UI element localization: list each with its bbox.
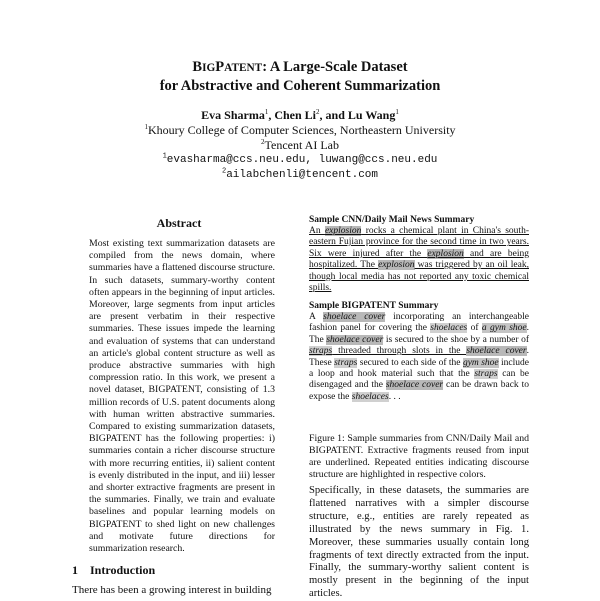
title-line-1: BIGPATENT: A Large-Scale Dataset bbox=[192, 59, 408, 75]
email-2[interactable]: $^2$ailabchenli@tencent.com bbox=[221, 167, 379, 181]
bigpatent-summary-heading: Sample BIGPATENT Summary bbox=[309, 301, 439, 311]
introduction-text: There has been a growing interest in building bbox=[72, 584, 272, 596]
entity-shoelace-cover: shoelace cover bbox=[326, 334, 384, 345]
cnn-summary-text: An explosion rocks a chemical plant in China's south-eastern Fujian province for the second time in two years. Six were injured after the explosion and are being hospitalized. The explosion was triggered by an oil leak, though local media has not reported any toxic chemical spills. bbox=[309, 226, 530, 294]
entity-shoelaces: shoelaces bbox=[351, 391, 389, 402]
entity-gym-shoe: gym shoe bbox=[462, 357, 499, 368]
entity-shoelace-cover: shoelace cover bbox=[323, 312, 386, 322]
cnn-summary bbox=[309, 214, 529, 294]
entity-shoelace-cover: shoelace cover bbox=[466, 346, 527, 357]
body-paragraph: Specifically, in these datasets, the summaries are flattened narratives with a simpler discourse structure, e.g., entities are rarely repeated as illustrated by the news summary in Fig. 1. Moreover, these summaries usually contain long fragments of text directly extracted from the input. Finally, the summary-worthy salient content is mostly present in the beginning of the input articles. bbox=[309, 485, 529, 600]
figure-caption: Figure 1: Sample summaries from CNN/Daily Mail and BIGPATENT. Extractive fragments reused from input are underlined. Repeated entities indicating discourse structure are highlighted in respective colors. bbox=[309, 433, 529, 480]
author-block bbox=[0, 108, 600, 183]
bigpatent-summary bbox=[309, 300, 529, 403]
entity-explosion: explosion bbox=[378, 260, 415, 271]
entity-explosion: explosion bbox=[427, 248, 464, 259]
author-names: Eva Sharma$^1$, Chen Li$^2$, and Lu Wang$^1$ bbox=[201, 108, 399, 122]
email-1[interactable]: $^1$evasharma@ccs.neu.edu, luwang@ccs.neu.edu bbox=[162, 152, 438, 166]
entity-straps: straps bbox=[334, 357, 358, 368]
entity-shoelace-cover: shoelace cover bbox=[385, 380, 444, 391]
abstract-text: Most existing text summarization datasets are compiled from the news domain, where summaries have a flattened discourse structure. In such datasets, summary-worthy content often appears in the beginning of input articles. Moreover, large segments from input articles are present verbatim in their respective summaries. These issues impede the learning and evaluation of systems that can understand an article's global content structure as well as produce abstractive summaries with high compression ratio. In this work, we present a novel dataset, BIGPATENT, consisting of 1.3 million records of U.S. patent documents along with human written abstractive summaries. Compared to existing summarization datasets, BIGPATENT has the following properties: i) summaries contain a richer discourse structure with more recurring entities, ii) salient content is evenly distributed in the input, and iii) lesser and shorter extractive fragments are present in the summaries. Finally, we train and evaluate baselines and popular learning models on BIGPATENT to shed light on new challenges and motivate future directions for summarization research. bbox=[89, 238, 275, 555]
title-line-2: for Abstractive and Coherent Summarization bbox=[159, 78, 441, 94]
entity-straps: straps bbox=[474, 369, 498, 380]
bigpatent-summary-text: A shoelace cover incorporating an interchangeable fashion panel for covering the shoelaces of a gym shoe. The shoelace cover is secured to the shoe by a number of straps threaded through slots in the shoelace cover. These straps secured to each side of the gym shoe include a loop and hook material such that the straps can be disengaged and the shoelace cover can be drawn back to expose the shoelaces. . . bbox=[309, 312, 529, 402]
entity-gym-shoe: a gym shoe bbox=[481, 323, 527, 334]
entity-shoelaces: shoelaces bbox=[430, 323, 468, 334]
introduction-heading: 1 Introduction bbox=[72, 563, 156, 577]
entity-straps: straps bbox=[309, 346, 333, 357]
affiliation-1: $^1$Khoury College of Computer Sciences, Northeastern University bbox=[144, 123, 456, 137]
abstract-heading: Abstract bbox=[156, 216, 202, 230]
affiliation-2: $^2$Tencent AI Lab bbox=[261, 138, 339, 152]
entity-explosion: explosion bbox=[324, 226, 362, 236]
paper-title bbox=[0, 58, 600, 95]
cnn-summary-heading: Sample CNN/Daily Mail News Summary bbox=[309, 215, 475, 225]
